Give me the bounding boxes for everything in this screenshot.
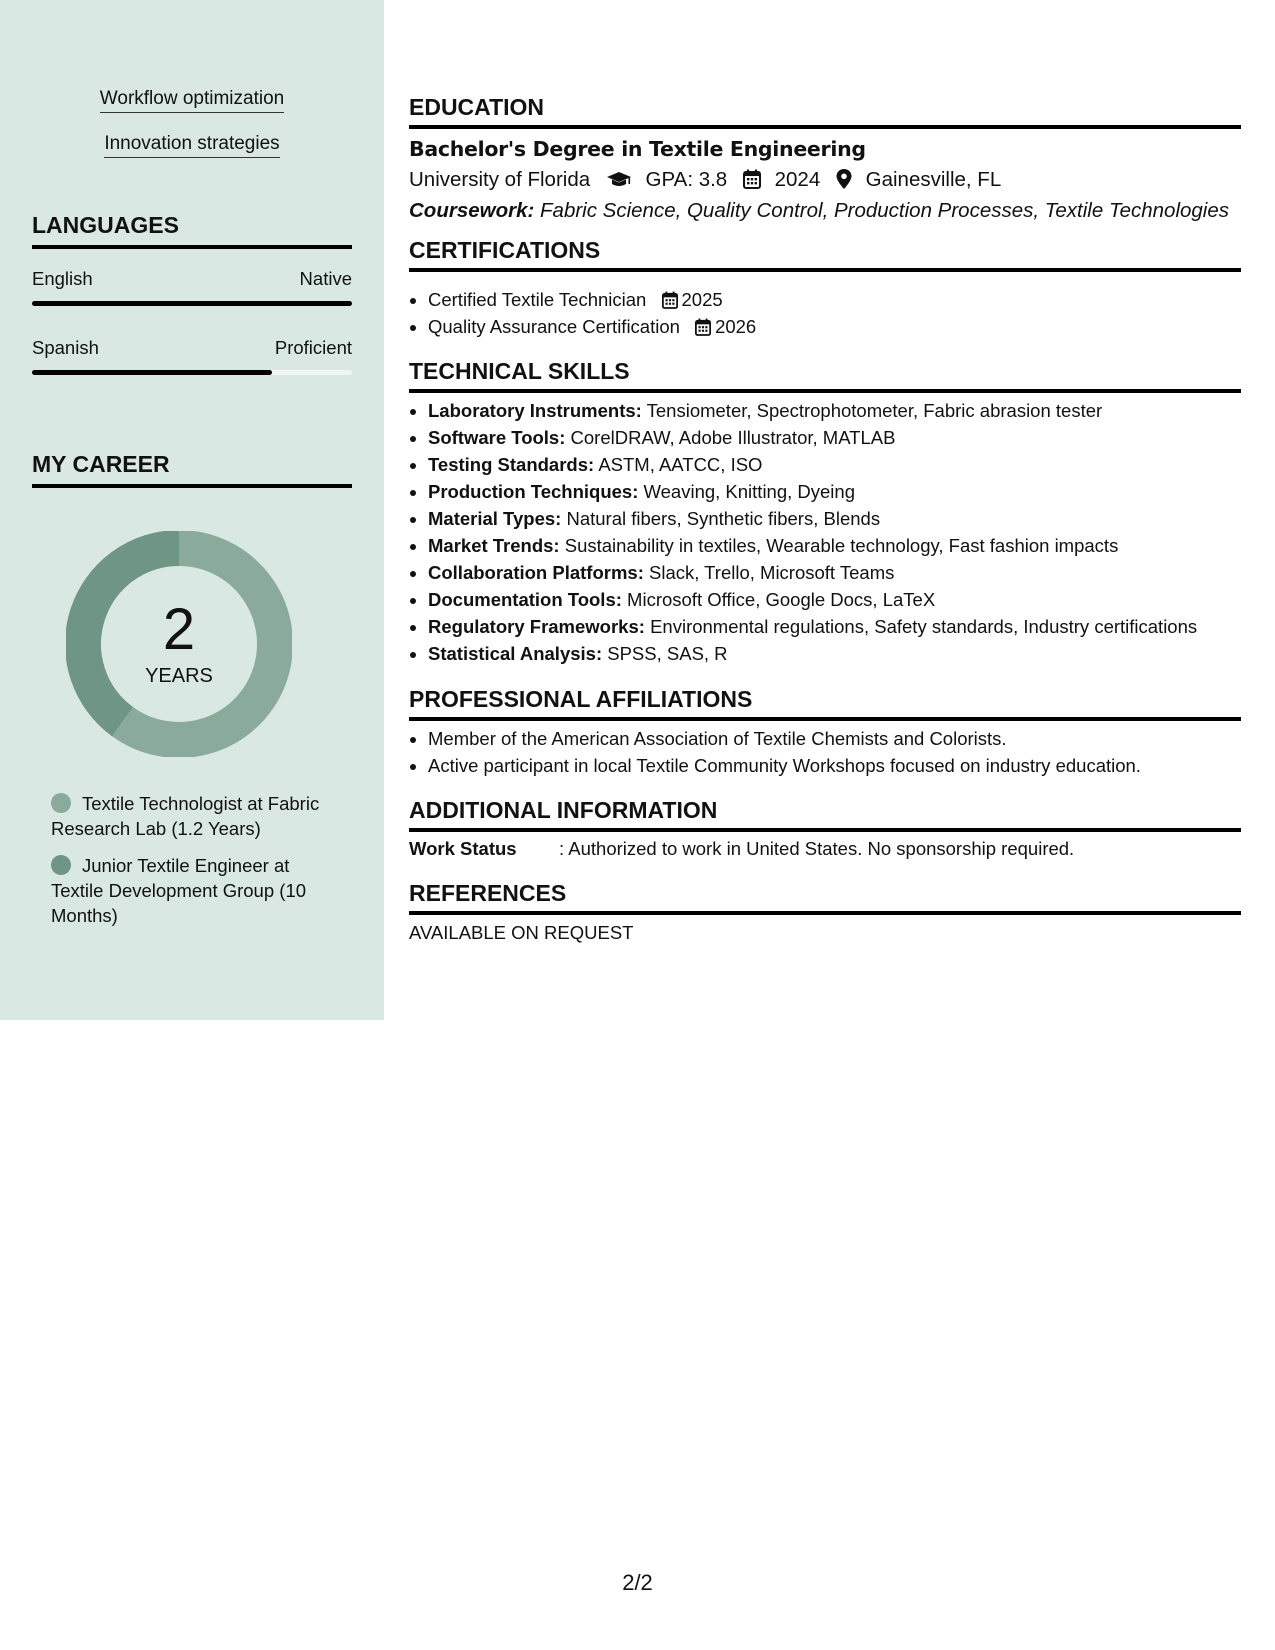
degree-title: Bachelor's Degree in Textile Engineering [409, 137, 866, 161]
language-bar-fill [32, 301, 352, 306]
additional-info-heading: ADDITIONAL INFORMATION [409, 797, 1241, 832]
list-item: • Documentation Tools: Microsoft Office, Google Docs, LaTeX [428, 586, 1240, 613]
language-name: Spanish [32, 337, 99, 358]
list-item: • Production Techniques: Weaving, Knitting, Dyeing [428, 478, 1240, 505]
calendar-icon [662, 291, 678, 309]
skill-item: Innovation strategies [0, 133, 384, 155]
list-item: • Laboratory Instruments: Tensiometer, Spectrophotometer, Fabric abrasion tester [428, 397, 1240, 424]
education-meta [409, 168, 1001, 192]
technical-skills-list [409, 397, 1240, 667]
calendar-icon [743, 169, 761, 189]
gpa: GPA: 3.8 [645, 168, 728, 191]
work-status-label: Work Status [409, 838, 517, 859]
school-location: Gainesville, FL [865, 168, 1002, 191]
education-heading: EDUCATION [409, 94, 1241, 129]
coursework [409, 199, 1229, 223]
work-status-value: : Authorized to work in United States. No sponsorship required. [559, 838, 1075, 859]
language-spanish [32, 337, 352, 375]
affiliations-heading: PROFESSIONAL AFFILIATIONS [409, 686, 1241, 721]
language-bar [32, 370, 352, 375]
list-item: • Active participant in local Textile Community Workshops focused on industry education. [428, 752, 1240, 779]
page-number: 2/2 [622, 1570, 653, 1595]
career-legend-dot [51, 855, 71, 875]
list-item: • Testing Standards: ASTM, AATCC, ISO [428, 451, 1240, 478]
career-item: Junior Textile Engineer at Textile Development Group (10 Months) [51, 855, 307, 926]
list-item: • Certified Textile Technician 2025 [428, 286, 1240, 313]
sidebar [0, 0, 384, 1020]
career-item: Textile Technologist at Fabric Research Lab (1.2 Years) [51, 793, 320, 839]
location-pin-icon [836, 169, 852, 189]
coursework-label: Coursework: [409, 199, 535, 222]
list-item: • Material Types: Natural fibers, Synthetic fibers, Blends [428, 505, 1240, 532]
coursework-list: Fabric Science, Quality Control, Production Processes, Textile Technologies [540, 199, 1230, 222]
list-item: • Regulatory Frameworks: Environmental regulations, Safety standards, Industry certifications [428, 613, 1240, 640]
references-text: AVAILABLE ON REQUEST [409, 922, 634, 943]
list-item: • Market Trends: Sustainability in textiles, Wearable technology, Fast fashion impacts [428, 532, 1240, 559]
language-bar-fill [32, 370, 272, 375]
career-years-number: 2 [162, 596, 196, 662]
list-item: • Member of the American Association of Textile Chemists and Colorists. [428, 725, 1240, 752]
calendar-icon [695, 318, 711, 336]
languages-heading: LANGUAGES [32, 212, 352, 249]
language-level: Native [299, 268, 352, 289]
references-heading: REFERENCES [409, 880, 1241, 915]
list-item: • Statistical Analysis: SPSS, SAS, R [428, 640, 1240, 667]
language-english [32, 268, 352, 306]
school-name: University of Florida [409, 168, 591, 191]
career-heading: MY CAREER [32, 451, 352, 488]
graduation-year: 2024 [774, 168, 821, 191]
technical-skills-heading: TECHNICAL SKILLS [409, 358, 1241, 393]
language-name: English [32, 268, 93, 289]
list-item: • Quality Assurance Certification 2026 [428, 313, 1240, 340]
graduation-cap-icon [606, 171, 632, 189]
list-item: • Collaboration Platforms: Slack, Trello, Microsoft Teams [428, 559, 1240, 586]
list-item: • Software Tools: CorelDRAW, Adobe Illustrator, MATLAB [428, 424, 1240, 451]
certifications-heading: CERTIFICATIONS [409, 237, 1241, 272]
skill-item: Workflow optimization [0, 88, 384, 110]
certifications-list [409, 286, 1240, 340]
career-legend-dot [51, 793, 71, 813]
career-years-unit: YEARS [145, 664, 213, 687]
career-donut-chart [66, 531, 292, 757]
language-level: Proficient [274, 337, 352, 358]
donut-center [66, 531, 292, 757]
affiliations-list [409, 725, 1240, 779]
work-status [409, 838, 1074, 860]
language-bar [32, 301, 352, 306]
